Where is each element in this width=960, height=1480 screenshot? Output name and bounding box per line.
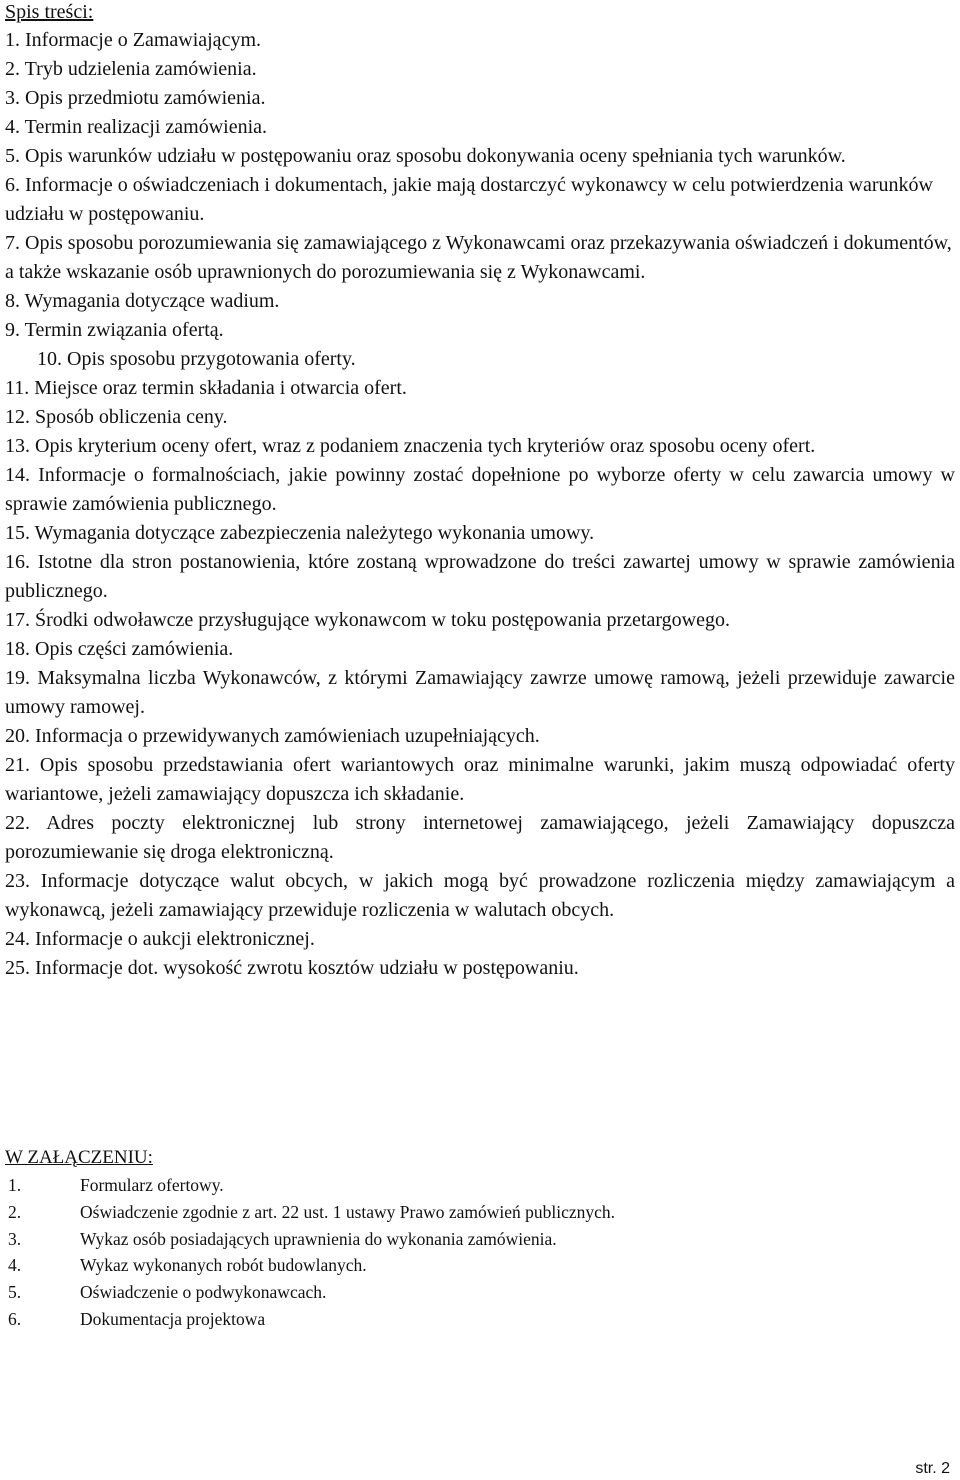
- attachment-item: [8, 1279, 615, 1306]
- attachments-title: W ZAŁĄCZENIU:: [5, 1147, 153, 1168]
- toc-item: 17. Środki odwoławcze przysługujące wykonawcom w toku postępowania przetargowego.: [5, 609, 730, 631]
- attachment-text: Wykaz wykonanych robót budowlanych.: [80, 1255, 367, 1276]
- toc-item: 9. Termin związania ofertą.: [5, 319, 224, 341]
- attachment-number: 1.: [8, 1175, 22, 1195]
- attachments-list: [8, 1172, 615, 1333]
- attachment-item: [8, 1199, 615, 1226]
- attachment-number: 3.: [8, 1228, 22, 1249]
- attachment-number: 4.: [8, 1255, 22, 1276]
- toc-item: 12. Sposób obliczenia ceny.: [5, 406, 228, 428]
- toc-item: 1. Informacje o Zamawiającym.: [5, 29, 261, 51]
- toc-item: 10. Opis sposobu przygotowania oferty.: [37, 348, 356, 370]
- toc-item: 24. Informacje o aukcji elektronicznej.: [5, 928, 315, 950]
- toc-item: 15. Wymagania dotyczące zabezpieczenia należytego wykonania umowy.: [5, 522, 595, 544]
- toc-item: 2. Tryb udzielenia zamówienia.: [5, 58, 257, 80]
- toc-item: 19. Maksymalna liczba Wykonawców, z którymi Zamawiający zawrze umowę ramową, jeżeli przewiduje zawarcie umowy ramowej.: [5, 667, 955, 718]
- toc-item: 13. Opis kryterium oceny ofert, wraz z podaniem znaczenia tych kryteriów oraz sposobu oceny ofert.: [5, 435, 816, 457]
- toc-item: 3. Opis przedmiotu zamówienia.: [5, 87, 266, 109]
- toc-title: Spis treści:: [5, 1, 94, 23]
- attachment-item: [8, 1306, 615, 1333]
- toc-item: 21. Opis sposobu przedstawiania ofert wariantowych oraz minimalne warunki, jakim muszą odpowiadać oferty wariantowe, jeżeli zamawiający dopuszcza ich składanie.: [5, 754, 955, 805]
- toc-item: 4. Termin realizacji zamówienia.: [5, 116, 268, 138]
- attachment-number: 6.: [8, 1308, 22, 1329]
- toc-item: 20. Informacja o przewidywanych zamówieniach uzupełniających.: [5, 725, 540, 747]
- toc-item: 7. Opis sposobu porozumiewania się zamawiającego z Wykonawcami oraz przekazywania oświadczeń i dokumentów, a także wskazanie osób uprawnionych do porozumiewania się z Wykonawcami.: [5, 232, 952, 283]
- toc-list: [5, 26, 955, 983]
- attachment-text: Oświadczenie zgodnie z art. 22 ust. 1 ustawy Prawo zamówień publicznych.: [80, 1201, 616, 1222]
- attachment-number: 5.: [8, 1282, 22, 1303]
- toc-item: 5. Opis warunków udziału w postępowaniu oraz sposobu dokonywania oceny spełniania tych warunków.: [5, 145, 846, 167]
- page-number: str. 2: [915, 1460, 950, 1477]
- toc-item: 25. Informacje dot. wysokość zwrotu kosztów udziału w postępowaniu.: [5, 957, 579, 979]
- toc-item: 6. Informacje o oświadczeniach i dokumentach, jakie mają dostarczyć wykonawcy w celu potwierdzenia warunków udziału w postępowaniu.: [5, 174, 933, 225]
- attachment-item: [8, 1172, 615, 1199]
- toc-item: 8. Wymagania dotyczące wadium.: [5, 290, 280, 312]
- attachment-text: Oświadczenie o podwykonawcach.: [80, 1282, 327, 1303]
- toc-item: 16. Istotne dla stron postanowienia, które zostaną wprowadzone do treści zawartej umowy w sprawie zamówienia publicznego.: [5, 551, 955, 602]
- toc-item: 18. Opis części zamówienia.: [5, 638, 234, 660]
- toc-item: 14. Informacje o formalnościach, jakie powinny zostać dopełnione po wyborze oferty w celu zawarcia umowy w sprawie zamówienia publicznego.: [5, 464, 955, 515]
- attachment-text: Wykaz osób posiadających uprawnienia do wykonania zamówienia.: [80, 1228, 557, 1249]
- attachment-item: [8, 1226, 615, 1253]
- attachment-item: [8, 1252, 615, 1279]
- toc-item: 23. Informacje dotyczące walut obcych, w jakich mogą być prowadzone rozliczenia między zamawiającym a wykonawcą, jeżeli zamawiający przewiduje rozliczenia w walutach obcych.: [5, 870, 955, 921]
- attachment-text: Formularz ofertowy.: [80, 1175, 224, 1195]
- attachment-number: 2.: [8, 1201, 22, 1222]
- toc-item: 11. Miejsce oraz termin składania i otwarcia ofert.: [5, 377, 407, 399]
- attachment-text: Dokumentacja projektowa: [80, 1308, 266, 1329]
- toc-item: 22. Adres poczty elektronicznej lub strony internetowej zamawiającego, jeżeli Zamawiający dopuszcza porozumiewanie się droga elektroniczną.: [5, 812, 955, 863]
